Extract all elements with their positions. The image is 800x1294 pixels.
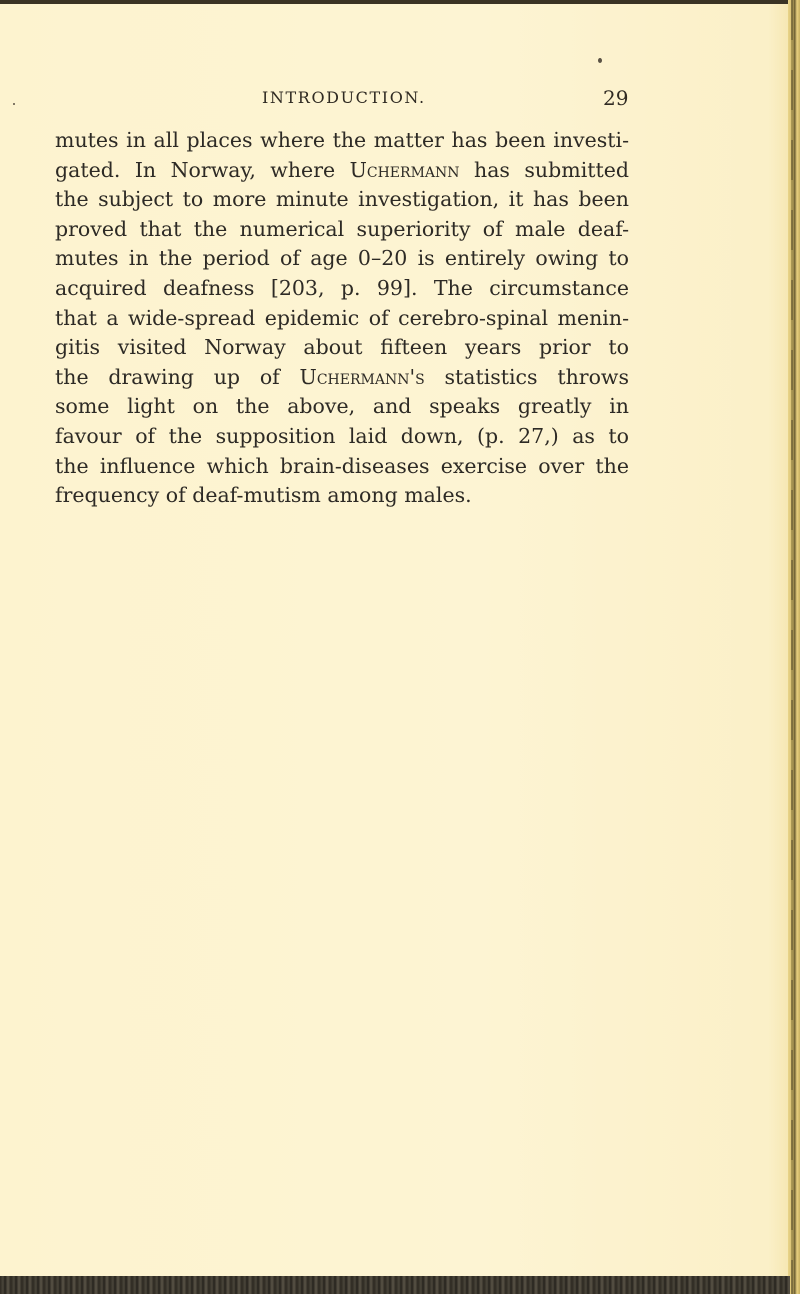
page-top-edge [0,0,788,4]
text-line: gitis visited Norway about fifteen years prior to [55,335,629,360]
body-paragraph [55,126,629,511]
text-line: the subject to more minute investigation, it has been [55,187,629,212]
text-segment: the drawing up of [55,364,300,389]
text-line: acquired deafness [203, p. 99]. The circumstance [55,275,629,300]
text-line: frequency of deaf-mutism among males. [55,483,472,508]
page-bottom-edge [0,1276,790,1294]
author-name: Uchermann's [299,364,425,389]
text-line [55,156,629,186]
text-line: mutes in all places where the matter has been investi- [55,128,629,152]
running-header: INTRODUCTION. [262,88,426,107]
page-fore-edge [788,0,800,1294]
ink-speck [13,103,15,105]
ink-speck [598,58,602,63]
text-line: that a wide-spread epidemic of cerebro-spinal menin- [55,305,629,330]
text-line: proved that the numerical superiority of male deaf- [55,216,629,241]
text-line: the influence which brain-diseases exercise over the [55,453,629,478]
author-name: Uchermann [349,157,460,182]
text-line: favour of the supposition laid down, (p. 27,) as to [55,423,629,448]
text-segment: gated. In Norway, where [55,157,350,182]
text-line [55,363,629,393]
text-line: some light on the above, and speaks greatly in [55,394,629,419]
text-segment: statistics throws [424,364,629,389]
text-segment: has submitted [459,157,629,182]
text-line: mutes in the period of age 0–20 is entirely owing to [55,246,629,271]
page-number: 29 [603,86,629,110]
